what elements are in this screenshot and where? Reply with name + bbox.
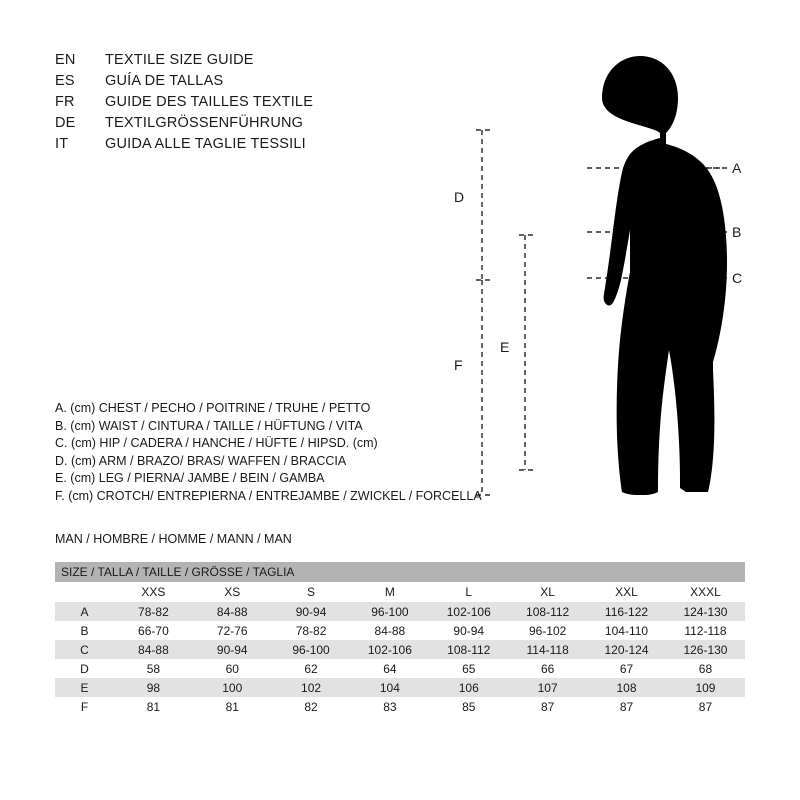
title-text-en: TEXTILE SIZE GUIDE (105, 52, 254, 68)
row-label-d: D (55, 659, 114, 678)
row-label-a: A (55, 602, 114, 621)
callout-label-d: D (454, 189, 465, 205)
title-lang-it: IT (55, 136, 69, 152)
title-lang-en: EN (55, 52, 76, 68)
cell-b-s: 78-82 (272, 621, 351, 640)
title-row-fr (55, 92, 475, 113)
legend-subject-label: MAN / HOMBRE / HOMME / MANN / MAN (55, 532, 292, 546)
title-block (55, 50, 475, 155)
cell-f-xxxl: 87 (666, 697, 745, 716)
cell-d-m: 64 (350, 659, 429, 678)
cell-f-xxs: 81 (114, 697, 193, 716)
leg-bracket-e (519, 235, 535, 470)
title-text-fr: GUIDE DES TAILLES TEXTILE (105, 94, 314, 110)
body-measurement-figure (430, 40, 770, 520)
cell-b-xxs: 66-70 (114, 621, 193, 640)
table-row (55, 659, 745, 678)
cell-c-s: 96-100 (272, 640, 351, 659)
cell-a-xxl: 116-122 (587, 602, 666, 621)
legend-line-d: D. (cm) ARM / BRAZO/ BRAS/ WAFFEN / BRACCIA (55, 453, 347, 468)
cell-c-xs: 90-94 (193, 640, 272, 659)
legend-line-a: A. (cm) CHEST / PECHO / POITRINE / TRUHE / PETTO (55, 401, 371, 415)
cell-d-xxl: 67 (587, 659, 666, 678)
legend-line-f: F. (cm) CROTCH/ ENTREPIERNA / ENTREJAMBE / ZWICKEL / FORCELLA (55, 488, 482, 503)
title-row-it (55, 134, 475, 155)
title-text-de: TEXTILGRÖSSENFÜHRUNG (105, 115, 304, 131)
column-header-xxs: XXS (114, 582, 193, 602)
cell-e-s: 102 (272, 678, 351, 697)
title-lang-es: ES (55, 73, 75, 89)
cell-a-xs: 84-88 (193, 602, 272, 621)
callout-label-c: C (732, 270, 743, 286)
callout-label-f: F (454, 357, 463, 373)
cell-d-l: 65 (429, 659, 508, 678)
title-row-de (55, 113, 475, 134)
arm-bracket-d (476, 130, 492, 280)
cell-b-xs: 72-76 (193, 621, 272, 640)
column-header-xxxl: XXXL (666, 582, 745, 602)
callout-label-a: A (732, 160, 742, 176)
cell-e-xs: 100 (193, 678, 272, 697)
cell-d-s: 62 (272, 659, 351, 678)
cell-a-xl: 108-112 (508, 602, 587, 621)
cell-a-l: 102-106 (429, 602, 508, 621)
callout-label-b: B (732, 224, 742, 240)
size-table (55, 562, 745, 716)
legend-line-e: E. (cm) LEG / PIERNA/ JAMBE / BEIN / GAMBA (55, 471, 325, 485)
table-row (55, 602, 745, 621)
table-header-row (55, 562, 745, 582)
cell-b-xl: 96-102 (508, 621, 587, 640)
cell-c-xl: 114-118 (508, 640, 587, 659)
cell-e-xxxl: 109 (666, 678, 745, 697)
cell-f-l: 85 (429, 697, 508, 716)
cell-b-xxxl: 112-118 (666, 621, 745, 640)
cell-c-xxl: 120-124 (587, 640, 666, 659)
cell-d-xxs: 58 (114, 659, 193, 678)
title-text-it: GUIDA ALLE TAGLIE TESSILI (105, 136, 306, 152)
size-table-wrapper (55, 562, 745, 716)
cell-f-xl: 87 (508, 697, 587, 716)
cell-d-xl: 66 (508, 659, 587, 678)
column-header-l: L (429, 582, 508, 602)
row-label-f: F (55, 697, 114, 716)
cell-c-xxxl: 126-130 (666, 640, 745, 659)
cell-c-l: 108-112 (429, 640, 508, 659)
row-label-e: E (55, 678, 114, 697)
legend-line-c: C. (cm) HIP / CADERA / HANCHE / HÜFTE / HIPSD. (cm) (55, 436, 378, 450)
column-header-xl: XL (508, 582, 587, 602)
table-header-label: SIZE / TALLA / TAILLE / GRÖSSE / TAGLIA (55, 562, 745, 582)
cell-c-xxs: 84-88 (114, 640, 193, 659)
cell-e-xl: 107 (508, 678, 587, 697)
table-row (55, 640, 745, 659)
callout-label-e: E (500, 339, 510, 355)
table-row (55, 697, 745, 716)
title-row-en (55, 50, 475, 71)
column-header-m: M (350, 582, 429, 602)
cell-b-m: 84-88 (350, 621, 429, 640)
cell-d-xs: 60 (193, 659, 272, 678)
cell-b-xxl: 104-110 (587, 621, 666, 640)
cell-c-m: 102-106 (350, 640, 429, 659)
cell-f-xxl: 87 (587, 697, 666, 716)
cell-f-m: 83 (350, 697, 429, 716)
legend-line-b: B. (cm) WAIST / CINTURA / TAILLE / HÜFTUNG / VITA (55, 418, 363, 433)
title-lang-de: DE (55, 115, 76, 131)
table-corner-cell (55, 582, 114, 602)
column-header-xs: XS (193, 582, 272, 602)
cell-f-xs: 81 (193, 697, 272, 716)
cell-e-xxl: 108 (587, 678, 666, 697)
column-header-xxl: XXL (587, 582, 666, 602)
table-row (55, 621, 745, 640)
row-label-c: C (55, 640, 114, 659)
cell-e-xxs: 98 (114, 678, 193, 697)
crotch-bracket-f (476, 280, 492, 495)
title-text-es: GUÍA DE TALLAS (105, 73, 224, 89)
cell-a-xxs: 78-82 (114, 602, 193, 621)
table-column-row (55, 582, 745, 602)
cell-b-l: 90-94 (429, 621, 508, 640)
row-label-b: B (55, 621, 114, 640)
cell-f-s: 82 (272, 697, 351, 716)
title-lang-fr: FR (55, 94, 75, 110)
cell-a-s: 90-94 (272, 602, 351, 621)
cell-a-xxxl: 124-130 (666, 602, 745, 621)
table-row (55, 678, 745, 697)
cell-e-m: 104 (350, 678, 429, 697)
cell-e-l: 106 (429, 678, 508, 697)
cell-a-m: 96-100 (350, 602, 429, 621)
cell-d-xxxl: 68 (666, 659, 745, 678)
column-header-s: S (272, 582, 351, 602)
title-row-es (55, 71, 475, 92)
